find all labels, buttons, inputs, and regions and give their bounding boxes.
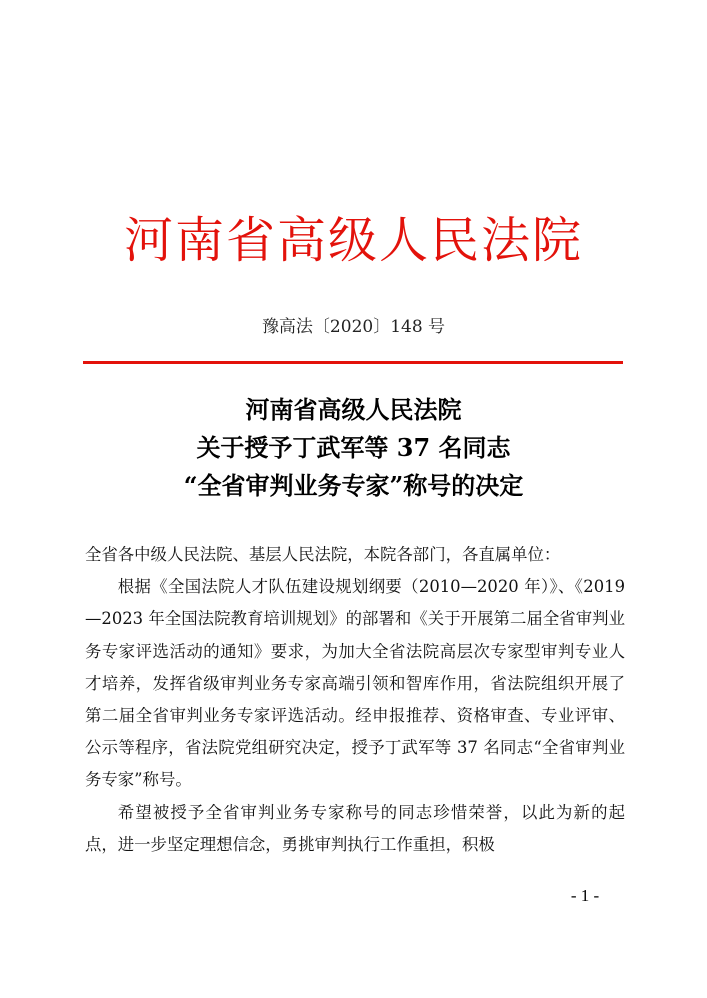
headline-line: 关于授予丁武军等 37 名同志 (196, 433, 511, 462)
headline-line: 河南省高级人民法院 (245, 395, 462, 424)
headline-line: “全省审判业务专家”称号的决定 (183, 471, 524, 500)
body-paragraph: 希望被授予全省审判业务专家称号的同志珍惜荣誉，以此为新的起点，进一步坚定理想信念，勇挑审判执行工作重担，积极 (85, 802, 625, 854)
document-number: 豫高法〔2020〕148 号 (261, 317, 446, 337)
page-number: - 1 - (570, 886, 600, 905)
letterhead-red-rule (83, 361, 623, 364)
document-headline (0, 391, 707, 505)
letterhead-org-title: 河南省高级人民法院 (123, 212, 583, 269)
salutation: 全省各中级人民法院、基层人民法院，本院各部门，各直属单位： (85, 545, 561, 564)
document-body (85, 539, 625, 861)
body-paragraph: 根据《全国法院人才队伍建设规划纲要（2010—2020 年）》、《2019—2023 年全国法院教育培训规划》的部署和《关于开展第二届全省审判业务专家评选活动的通知》要求，为加大全省法院高层次专家型审判专业人才培养，发挥省级审判业务专家高端引领和智库作用，省法院组织开展了第二届全省审判业务专家评选活动。经申报推荐、资格审查、专业评审、公示等程序，省法院党组研究决定，授予丁武军等 37 名同志“全省审判业务专家”称号。 (85, 577, 625, 790)
